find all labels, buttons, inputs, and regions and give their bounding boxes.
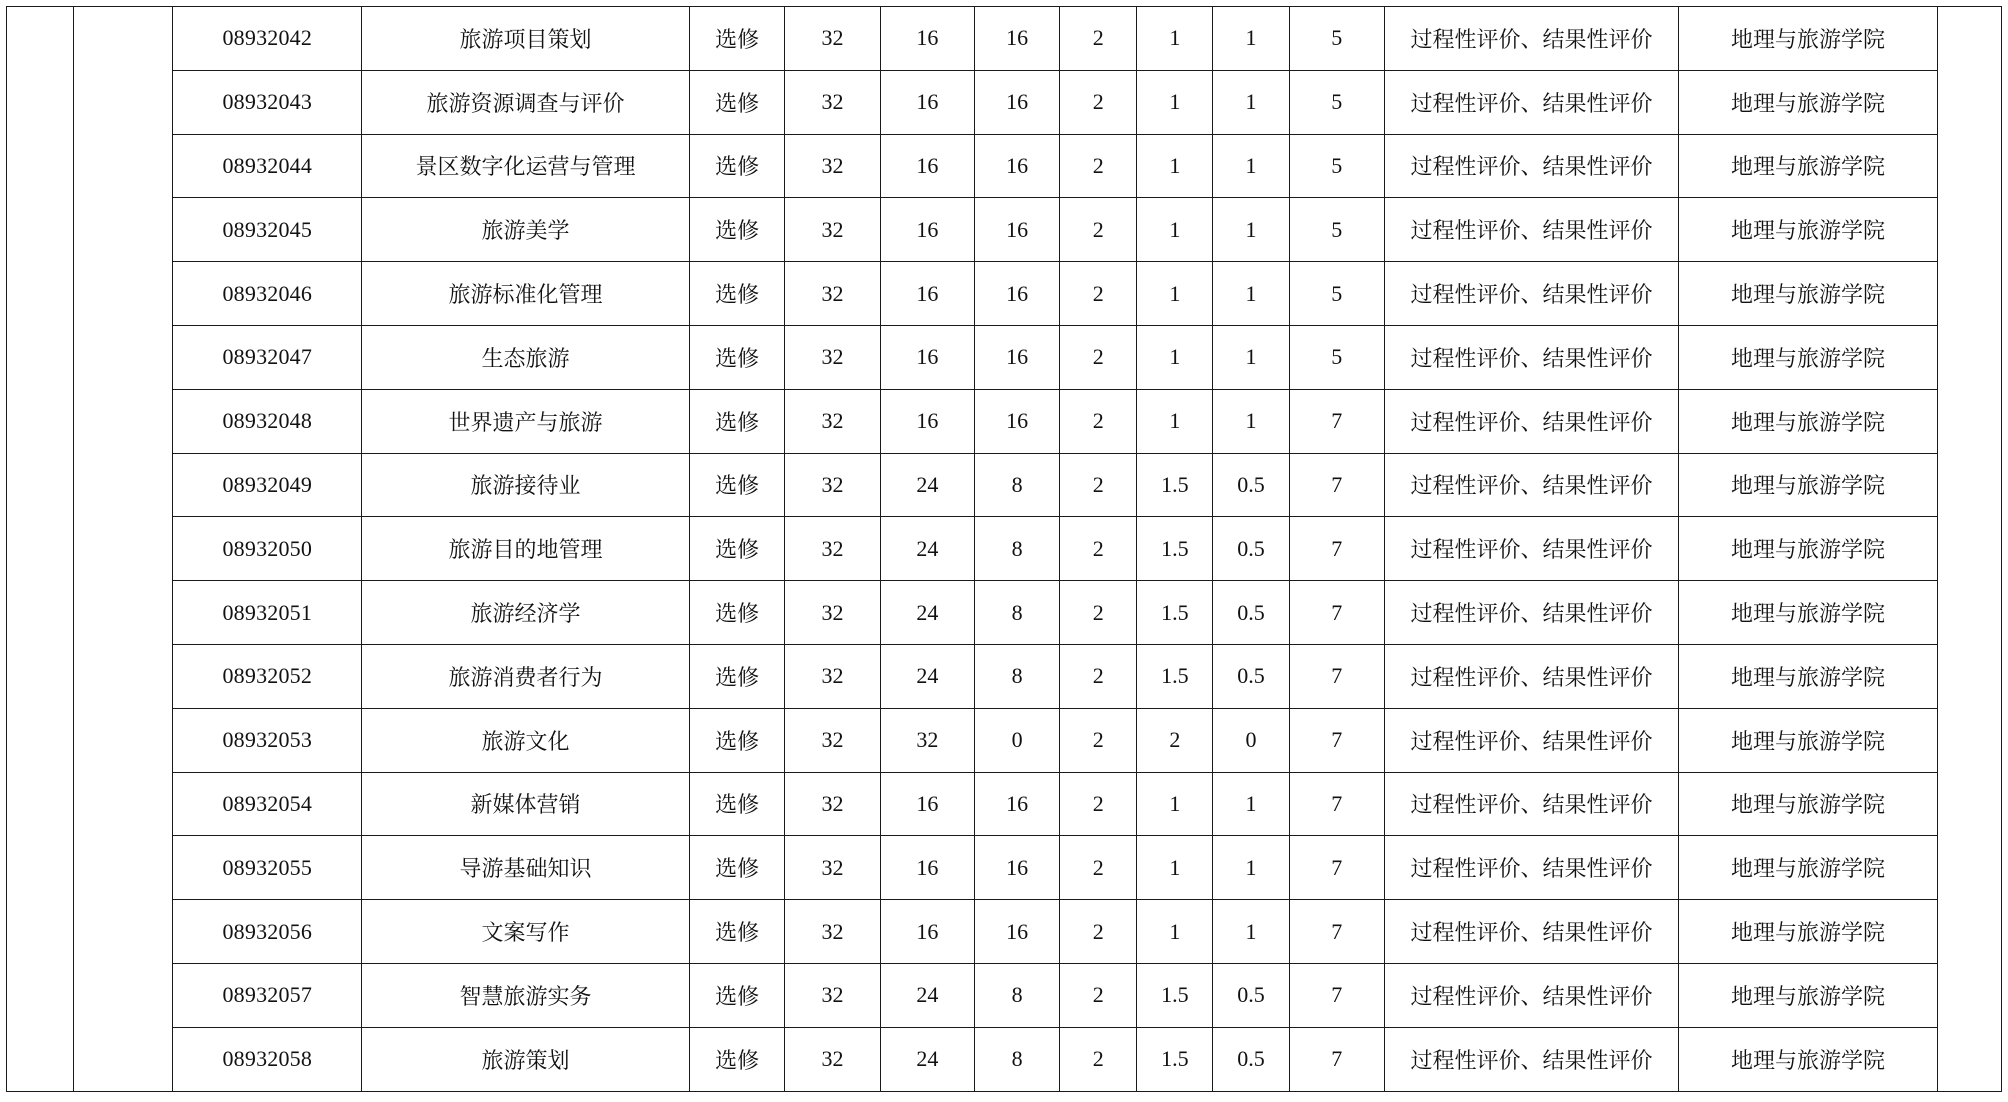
course-code-cell: 08932049	[173, 453, 362, 517]
course-name-cell: 智慧旅游实务	[362, 963, 690, 1027]
total-hours-cell: 32	[785, 581, 880, 645]
theory-credits-cell: 1.5	[1137, 581, 1213, 645]
practice-credits-cell: 0.5	[1213, 581, 1289, 645]
course-code-cell: 08932057	[173, 963, 362, 1027]
credits-cell: 2	[1060, 325, 1137, 389]
semester-cell: 7	[1289, 581, 1384, 645]
total-hours-cell: 32	[785, 1027, 880, 1091]
course-type-cell: 选修	[689, 198, 784, 262]
course-name-cell: 生态旅游	[362, 325, 690, 389]
course-type-cell: 选修	[689, 70, 784, 134]
theory-credits-cell: 1.5	[1137, 517, 1213, 581]
course-name-cell: 旅游资源调查与评价	[362, 70, 690, 134]
practice-credits-cell: 0.5	[1213, 963, 1289, 1027]
semester-cell: 7	[1289, 517, 1384, 581]
course-type-cell: 选修	[689, 644, 784, 708]
credits-cell: 2	[1060, 262, 1137, 326]
theory-hours-cell: 16	[880, 325, 974, 389]
course-name-cell: 新媒体营销	[362, 772, 690, 836]
total-hours-cell: 32	[785, 198, 880, 262]
assessment-cell: 过程性评价、结果性评价	[1384, 7, 1678, 71]
course-table-body	[7, 7, 2002, 1092]
practice-hours-cell: 8	[975, 644, 1060, 708]
theory-hours-cell: 16	[880, 262, 974, 326]
theory-credits-cell: 1	[1137, 900, 1213, 964]
practice-credits-cell: 0.5	[1213, 453, 1289, 517]
subcategory-column-cell	[73, 7, 172, 1092]
assessment-cell: 过程性评价、结果性评价	[1384, 389, 1678, 453]
table-row	[7, 389, 2002, 453]
course-type-cell: 选修	[689, 900, 784, 964]
practice-credits-cell: 1	[1213, 134, 1289, 198]
course-type-cell: 选修	[689, 134, 784, 198]
practice-credits-cell: 1	[1213, 262, 1289, 326]
theory-credits-cell: 1	[1137, 134, 1213, 198]
theory-hours-cell: 24	[880, 517, 974, 581]
course-code-cell: 08932043	[173, 70, 362, 134]
assessment-cell: 过程性评价、结果性评价	[1384, 963, 1678, 1027]
total-hours-cell: 32	[785, 389, 880, 453]
course-name-cell: 旅游策划	[362, 1027, 690, 1091]
college-cell: 地理与旅游学院	[1679, 836, 1938, 900]
course-name-cell: 旅游文化	[362, 708, 690, 772]
practice-hours-cell: 8	[975, 581, 1060, 645]
practice-hours-cell: 16	[975, 325, 1060, 389]
practice-credits-cell: 1	[1213, 7, 1289, 71]
theory-hours-cell: 16	[880, 7, 974, 71]
theory-hours-cell: 16	[880, 70, 974, 134]
practice-hours-cell: 16	[975, 134, 1060, 198]
college-cell: 地理与旅游学院	[1679, 389, 1938, 453]
total-hours-cell: 32	[785, 262, 880, 326]
theory-credits-cell: 1	[1137, 198, 1213, 262]
table-row	[7, 7, 2002, 71]
theory-credits-cell: 1	[1137, 7, 1213, 71]
practice-credits-cell: 1	[1213, 389, 1289, 453]
practice-hours-cell: 16	[975, 262, 1060, 326]
course-name-cell: 旅游接待业	[362, 453, 690, 517]
table-row	[7, 262, 2002, 326]
practice-hours-cell: 16	[975, 772, 1060, 836]
course-type-cell: 选修	[689, 836, 784, 900]
credits-cell: 2	[1060, 581, 1137, 645]
table-row	[7, 453, 2002, 517]
table-row	[7, 963, 2002, 1027]
theory-hours-cell: 16	[880, 836, 974, 900]
theory-credits-cell: 1.5	[1137, 963, 1213, 1027]
course-code-cell: 08932048	[173, 389, 362, 453]
assessment-cell: 过程性评价、结果性评价	[1384, 900, 1678, 964]
credits-cell: 2	[1060, 389, 1137, 453]
semester-cell: 7	[1289, 963, 1384, 1027]
practice-hours-cell: 8	[975, 1027, 1060, 1091]
theory-hours-cell: 16	[880, 389, 974, 453]
course-name-cell: 旅游消费者行为	[362, 644, 690, 708]
practice-credits-cell: 1	[1213, 198, 1289, 262]
course-code-cell: 08932047	[173, 325, 362, 389]
course-type-cell: 选修	[689, 963, 784, 1027]
college-cell: 地理与旅游学院	[1679, 70, 1938, 134]
college-cell: 地理与旅游学院	[1679, 325, 1938, 389]
theory-hours-cell: 16	[880, 198, 974, 262]
course-type-cell: 选修	[689, 7, 784, 71]
practice-hours-cell: 8	[975, 963, 1060, 1027]
total-hours-cell: 32	[785, 7, 880, 71]
course-code-cell: 08932045	[173, 198, 362, 262]
course-type-cell: 选修	[689, 262, 784, 326]
table-row	[7, 581, 2002, 645]
course-code-cell: 08932054	[173, 772, 362, 836]
course-type-cell: 选修	[689, 389, 784, 453]
practice-credits-cell: 0.5	[1213, 1027, 1289, 1091]
course-name-cell: 文案写作	[362, 900, 690, 964]
practice-hours-cell: 16	[975, 7, 1060, 71]
practice-hours-cell: 8	[975, 517, 1060, 581]
practice-hours-cell: 16	[975, 70, 1060, 134]
college-cell: 地理与旅游学院	[1679, 517, 1938, 581]
assessment-cell: 过程性评价、结果性评价	[1384, 708, 1678, 772]
semester-cell: 7	[1289, 900, 1384, 964]
total-hours-cell: 32	[785, 453, 880, 517]
course-type-cell: 选修	[689, 453, 784, 517]
course-name-cell: 旅游目的地管理	[362, 517, 690, 581]
course-name-cell: 景区数字化运营与管理	[362, 134, 690, 198]
practice-credits-cell: 0.5	[1213, 644, 1289, 708]
theory-credits-cell: 1	[1137, 836, 1213, 900]
total-hours-cell: 32	[785, 325, 880, 389]
theory-credits-cell: 1	[1137, 772, 1213, 836]
practice-hours-cell: 16	[975, 836, 1060, 900]
theory-credits-cell: 1	[1137, 262, 1213, 326]
total-hours-cell: 32	[785, 900, 880, 964]
assessment-cell: 过程性评价、结果性评价	[1384, 644, 1678, 708]
assessment-cell: 过程性评价、结果性评价	[1384, 325, 1678, 389]
college-cell: 地理与旅游学院	[1679, 708, 1938, 772]
total-hours-cell: 32	[785, 517, 880, 581]
theory-hours-cell: 16	[880, 900, 974, 964]
course-type-cell: 选修	[689, 1027, 784, 1091]
course-code-cell: 08932053	[173, 708, 362, 772]
course-name-cell: 旅游美学	[362, 198, 690, 262]
assessment-cell: 过程性评价、结果性评价	[1384, 581, 1678, 645]
course-code-cell: 08932056	[173, 900, 362, 964]
course-code-cell: 08932050	[173, 517, 362, 581]
semester-cell: 7	[1289, 1027, 1384, 1091]
theory-credits-cell: 1	[1137, 389, 1213, 453]
practice-hours-cell: 16	[975, 900, 1060, 964]
course-code-cell: 08932058	[173, 1027, 362, 1091]
semester-cell: 5	[1289, 198, 1384, 262]
course-type-cell: 选修	[689, 325, 784, 389]
credits-cell: 2	[1060, 198, 1137, 262]
theory-hours-cell: 32	[880, 708, 974, 772]
course-code-cell: 08932051	[173, 581, 362, 645]
theory-credits-cell: 1	[1137, 325, 1213, 389]
credits-cell: 2	[1060, 134, 1137, 198]
credits-cell: 2	[1060, 963, 1137, 1027]
credits-cell: 2	[1060, 517, 1137, 581]
credits-cell: 2	[1060, 1027, 1137, 1091]
course-name-cell: 导游基础知识	[362, 836, 690, 900]
practice-hours-cell: 0	[975, 708, 1060, 772]
total-hours-cell: 32	[785, 644, 880, 708]
practice-credits-cell: 1	[1213, 325, 1289, 389]
assessment-cell: 过程性评价、结果性评价	[1384, 70, 1678, 134]
table-row	[7, 836, 2002, 900]
college-cell: 地理与旅游学院	[1679, 644, 1938, 708]
credits-cell: 2	[1060, 644, 1137, 708]
assessment-cell: 过程性评价、结果性评价	[1384, 262, 1678, 326]
semester-cell: 5	[1289, 134, 1384, 198]
course-code-cell: 08932052	[173, 644, 362, 708]
table-row	[7, 708, 2002, 772]
table-row	[7, 325, 2002, 389]
theory-credits-cell: 1.5	[1137, 1027, 1213, 1091]
assessment-cell: 过程性评价、结果性评价	[1384, 453, 1678, 517]
semester-cell: 5	[1289, 325, 1384, 389]
theory-hours-cell: 24	[880, 453, 974, 517]
theory-hours-cell: 24	[880, 581, 974, 645]
course-name-cell: 旅游标准化管理	[362, 262, 690, 326]
college-cell: 地理与旅游学院	[1679, 7, 1938, 71]
semester-cell: 7	[1289, 644, 1384, 708]
course-name-cell: 世界遗产与旅游	[362, 389, 690, 453]
total-hours-cell: 32	[785, 708, 880, 772]
assessment-cell: 过程性评价、结果性评价	[1384, 517, 1678, 581]
semester-cell: 7	[1289, 389, 1384, 453]
category-column-cell	[7, 7, 74, 1092]
assessment-cell: 过程性评价、结果性评价	[1384, 1027, 1678, 1091]
total-hours-cell: 32	[785, 963, 880, 1027]
table-row	[7, 134, 2002, 198]
theory-hours-cell: 16	[880, 772, 974, 836]
table-row	[7, 772, 2002, 836]
credits-cell: 2	[1060, 70, 1137, 134]
course-type-cell: 选修	[689, 708, 784, 772]
course-code-cell: 08932046	[173, 262, 362, 326]
semester-cell: 7	[1289, 453, 1384, 517]
college-cell: 地理与旅游学院	[1679, 198, 1938, 262]
theory-credits-cell: 1.5	[1137, 644, 1213, 708]
theory-credits-cell: 2	[1137, 708, 1213, 772]
college-cell: 地理与旅游学院	[1679, 134, 1938, 198]
college-cell: 地理与旅游学院	[1679, 581, 1938, 645]
practice-hours-cell: 8	[975, 453, 1060, 517]
credits-cell: 2	[1060, 7, 1137, 71]
table-row	[7, 900, 2002, 964]
credits-cell: 2	[1060, 772, 1137, 836]
college-cell: 地理与旅游学院	[1679, 262, 1938, 326]
credits-cell: 2	[1060, 836, 1137, 900]
credits-cell: 2	[1060, 708, 1137, 772]
course-code-cell: 08932055	[173, 836, 362, 900]
table-row	[7, 70, 2002, 134]
college-cell: 地理与旅游学院	[1679, 453, 1938, 517]
theory-hours-cell: 24	[880, 1027, 974, 1091]
semester-cell: 5	[1289, 262, 1384, 326]
theory-hours-cell: 24	[880, 644, 974, 708]
total-hours-cell: 32	[785, 134, 880, 198]
table-row	[7, 644, 2002, 708]
table-row	[7, 198, 2002, 262]
assessment-cell: 过程性评价、结果性评价	[1384, 198, 1678, 262]
practice-credits-cell: 1	[1213, 70, 1289, 134]
practice-credits-cell: 1	[1213, 836, 1289, 900]
theory-hours-cell: 24	[880, 963, 974, 1027]
total-hours-cell: 32	[785, 772, 880, 836]
table-row	[7, 517, 2002, 581]
semester-cell: 5	[1289, 7, 1384, 71]
practice-credits-cell: 1	[1213, 772, 1289, 836]
practice-credits-cell: 0.5	[1213, 517, 1289, 581]
practice-credits-cell: 1	[1213, 900, 1289, 964]
semester-cell: 7	[1289, 772, 1384, 836]
course-code-cell: 08932044	[173, 134, 362, 198]
theory-credits-cell: 1	[1137, 70, 1213, 134]
practice-credits-cell: 0	[1213, 708, 1289, 772]
course-type-cell: 选修	[689, 581, 784, 645]
course-type-cell: 选修	[689, 772, 784, 836]
college-cell: 地理与旅游学院	[1679, 900, 1938, 964]
theory-credits-cell: 1.5	[1137, 453, 1213, 517]
credits-cell: 2	[1060, 453, 1137, 517]
course-type-cell: 选修	[689, 517, 784, 581]
practice-hours-cell: 16	[975, 389, 1060, 453]
remarks-column-cell	[1937, 7, 2001, 1092]
course-name-cell: 旅游经济学	[362, 581, 690, 645]
semester-cell: 7	[1289, 708, 1384, 772]
course-table	[6, 6, 2002, 1092]
course-code-cell: 08932042	[173, 7, 362, 71]
college-cell: 地理与旅游学院	[1679, 1027, 1938, 1091]
semester-cell: 5	[1289, 70, 1384, 134]
assessment-cell: 过程性评价、结果性评价	[1384, 134, 1678, 198]
theory-hours-cell: 16	[880, 134, 974, 198]
total-hours-cell: 32	[785, 70, 880, 134]
practice-hours-cell: 16	[975, 198, 1060, 262]
college-cell: 地理与旅游学院	[1679, 963, 1938, 1027]
total-hours-cell: 32	[785, 836, 880, 900]
assessment-cell: 过程性评价、结果性评价	[1384, 836, 1678, 900]
college-cell: 地理与旅游学院	[1679, 772, 1938, 836]
credits-cell: 2	[1060, 900, 1137, 964]
table-row	[7, 1027, 2002, 1091]
semester-cell: 7	[1289, 836, 1384, 900]
assessment-cell: 过程性评价、结果性评价	[1384, 772, 1678, 836]
course-name-cell: 旅游项目策划	[362, 7, 690, 71]
